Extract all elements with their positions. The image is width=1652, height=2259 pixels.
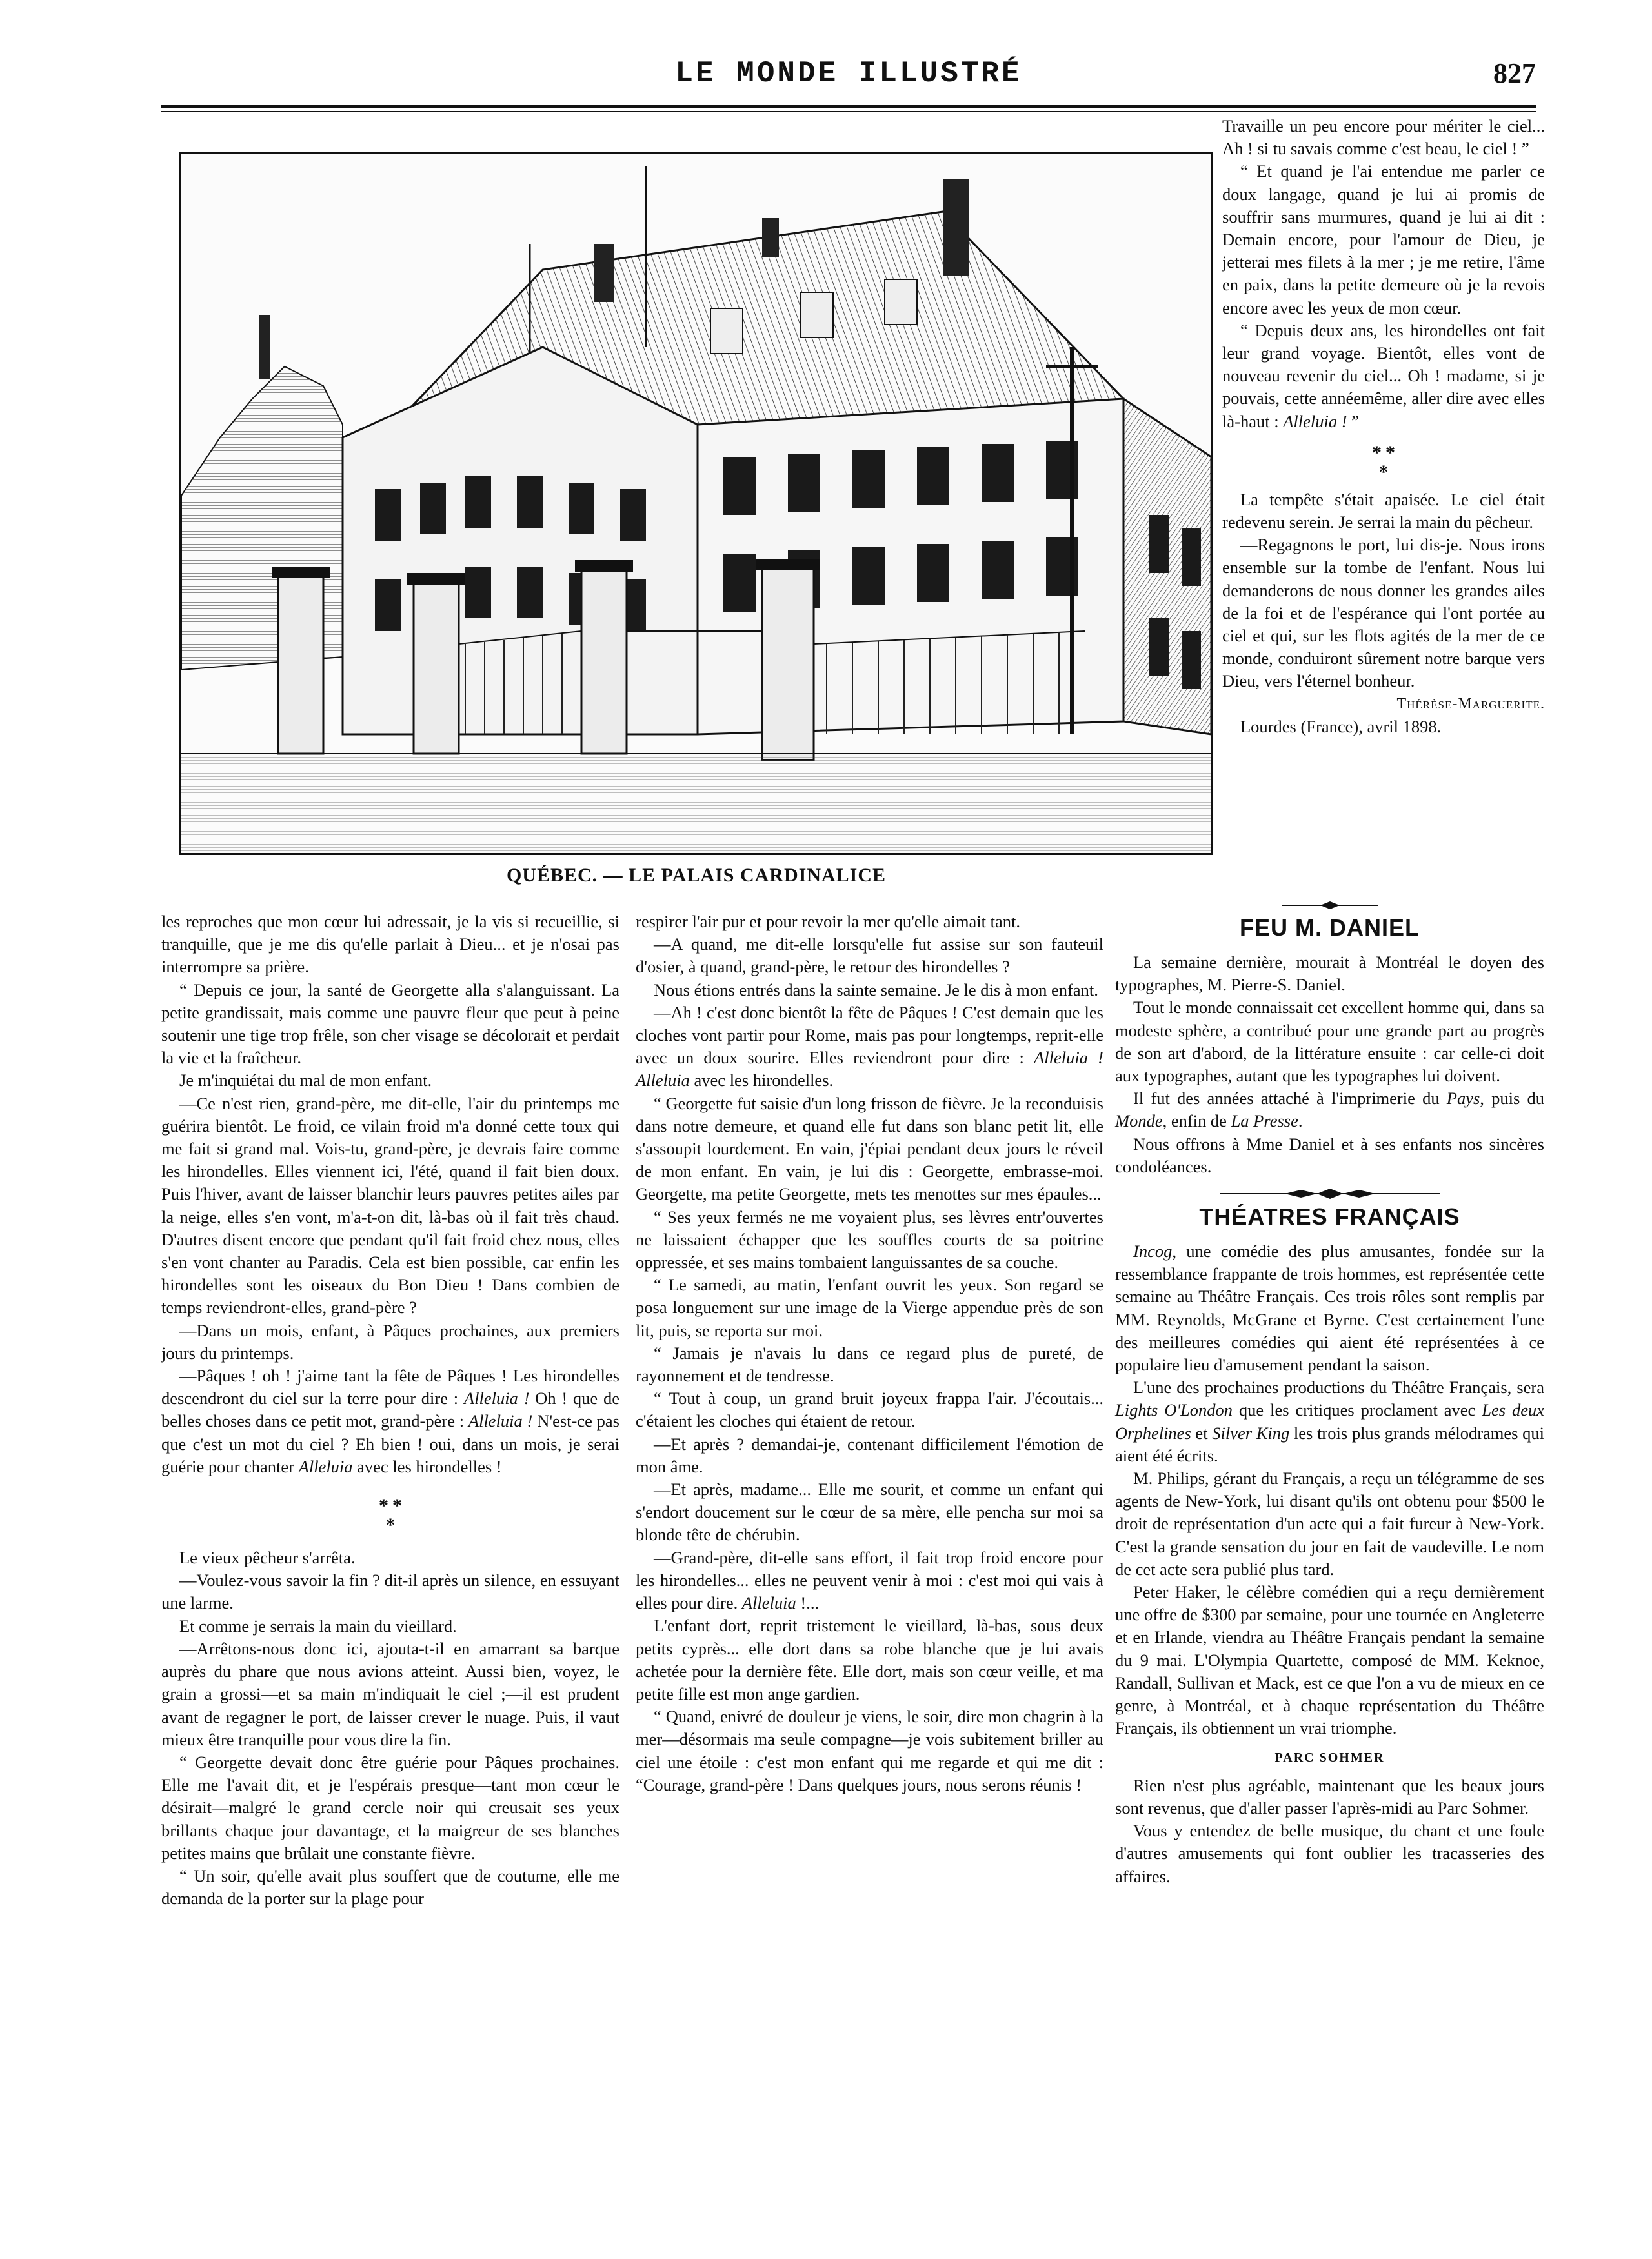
asterism-separator: * * *: [378, 1495, 402, 1536]
text-run: N'est-ce pas que c'est un mot du ciel ? Eh bien ! oui, dans un mois, je serai guérie pour chanter: [161, 1411, 620, 1476]
paragraph: Je m'inquiétai du mal de mon enfant.: [179, 1070, 432, 1090]
paragraph: “ Quand, enivré de douleur je viens, le soir, dire mon chagrin à la mer—désormais ma seule compagne—je vois subitement briller au ciel une étoile : c'est mon enfant qui me regarde et qui me dit : “Courage, grand-père ! Dans quelques jours, nous serons réunis !: [636, 1707, 1103, 1794]
italic-word: Silver King: [1212, 1423, 1290, 1443]
italic-word: Alleluia: [298, 1456, 353, 1476]
paragraph: [1115, 1087, 1544, 1132]
paragraph: Peter Haker, le célèbre comédien qui a reçu dernièrement une offre de $300 par semaine, pour une tournée en Angleterre et en Irlande, viendra au Théâtre Français pendant la semaine du 9 mai. L'Olympia Quartette, composé de MM. Keknoe, Randall, Sullivan et Mack, est ce que l'on a vu de mieux en ce genre, à Montréal, et à chaque représentation du Théâtre Français, ils obtiennent un vrai triomphe.: [1115, 1582, 1544, 1738]
author-signature: Thérèse-Marguerite.: [1396, 695, 1545, 712]
text-run: , puis du: [1480, 1089, 1544, 1109]
text-run: , enfin de: [1162, 1111, 1231, 1131]
ornament-divider-icon: [1282, 901, 1378, 910]
paragraph: “ Jamais je n'avais lu dans ce regard plus de pureté, de rayonnement et de tendresse.: [636, 1343, 1103, 1386]
paragraph: —Et après ? demandai-je, contenant difficilement l'émotion de mon âme.: [636, 1434, 1103, 1476]
paragraph: Tout le monde connaissait cet excellent homme qui, dans sa modeste sphère, a contribué pour une grande part au progrès de son art d'abord, de la littérature ensuite : car celle-ci doit aux typographes, autant que les typographes lui doivent.: [1115, 998, 1544, 1086]
paragraph: —A quand, me dit-elle lorsqu'elle fut assise sur son fauteuil d'osier, à quand, grand-père, le retour des hirondelles ?: [636, 934, 1103, 977]
masthead: [161, 57, 1536, 102]
paragraph: les reproches que mon cœur lui adressait, je la vis si recueillie, si tranquille, que je me dis qu'elle parlait à Dieu... et je n'osai pas interrompre sa prière.: [161, 912, 620, 977]
text-run: “ Depuis deux ans, les hirondelles ont fait leur grand voyage. Bientôt, elles vont de nouveau revenir du ciel... Oh ! madame, si je pouvais, cette annéemême, aller dire avec elles là-haut :: [1222, 320, 1545, 431]
italic-word: Monde: [1115, 1111, 1163, 1131]
text-run: les trois plus grands mélodrames qui aient été écrits.: [1115, 1423, 1545, 1465]
text-run: —Pâques ! oh ! j'aime tant la fête de Pâques ! Les hirondelles descendront du ciel sur la terre pour dire :: [161, 1366, 620, 1409]
dateline: Lourdes (France), avril 1898.: [1240, 716, 1442, 736]
paragraph: “ Et quand je l'ai entendue me parler ce doux langage, quand je lui ai promis de souffrir sans murmures, quand je lui ai dit : Demain encore, pour l'amour de Dieu, je jetterai mes filets à la mer ; je me retire, l'âme en paix, dans la petite demeure où je la revois encore avec les yeux de mon cœur.: [1222, 161, 1545, 317]
paragraph: —Arrêtons-nous donc ici, ajouta-t-il en amarrant sa barque auprès du phare que nous avions atteint. Aussi bien, voyez, le grain a grossi—et sa main m'indiquait le ciel ;—il est prudent avant de regagner le port, de laisser crever le nuage. Puis, il vaut mieux être tranquille pour vous dire la fin.: [161, 1638, 620, 1749]
text-run: ”: [1347, 411, 1359, 431]
italic-word: Alleluia !: [463, 1389, 530, 1409]
column-right: [1115, 901, 1544, 1888]
paragraph: La tempête s'était apaisée. Le ciel était redevenu serein. Je serrai la main du pêcheur.: [1222, 489, 1545, 532]
engraving-illustration: [179, 152, 1213, 855]
text-run: avec les hirondelles.: [689, 1070, 834, 1090]
paragraph: [636, 1547, 1103, 1615]
asterism-separator: * * *: [1371, 441, 1395, 483]
paragraph: Rien n'est plus agréable, maintenant que les beaux jours sont revenus, que d'aller passer l'après-midi au Parc Sohmer.: [1115, 1775, 1544, 1818]
paragraph: —Et après, madame... Elle me sourit, et comme un enfant qui s'endort doucement sur le cœur de sa mère, elle pencha sur moi sa blonde tête de chérubin.: [636, 1480, 1103, 1545]
paragraph: L'enfant dort, reprit tristement le vieillard, là-bas, sous deux petits cyprès... elle dort dans sa robe blanche que je lui avais achetée pour la dernière fête. Elle dort, mais son cœur veille, et ma petite fille est mon ange gardien.: [636, 1616, 1103, 1703]
paragraph: “ Tout à coup, un grand bruit joyeux frappa l'air. J'écoutais... c'étaient les cloches qui étaient de retour.: [636, 1389, 1103, 1431]
paragraph: La semaine dernière, mourait à Montréal le doyen des typographes, M. Pierre-S. Daniel.: [1115, 952, 1544, 995]
paragraph: Et comme je serrais la main du vieillard.: [179, 1616, 457, 1636]
paragraph: —Voulez-vous savoir la fin ? dit-il après un silence, en essuyant une larme.: [161, 1571, 620, 1613]
section-title-daniel: FEU M. DANIEL: [1240, 914, 1420, 941]
paragraph: “ Georgette fut saisie d'un long frisson de fièvre. Je la reconduisis dans notre demeure, et quand elle fut dans son blanc petit lit, elle s'assoupit lourdement. En vain, j'épiai pendant deux jours le réveil de mon enfant. En vain, je lui dis : Georgette, embrasse-moi. Georgette, ma petite Georgette, mets tes menottes sur mes épaules...: [636, 1093, 1103, 1204]
text-run: Oh ! que de belles choses dans ce petit mot, grand-père :: [161, 1389, 620, 1431]
paragraph: “ Depuis ce jour, la santé de Georgette alla s'alanguissant. La petite grandissait, mais comme une pauvre fleur que peut à peine soutenir une tige trop frêle, son cher visage se décolorait et perdait la vie et la fraîcheur.: [161, 979, 620, 1068]
text-run: avec les hirondelles !: [352, 1456, 502, 1476]
column-middle: [636, 910, 1103, 1796]
italic-word: Lights O'London: [1115, 1400, 1233, 1420]
page-number: 827: [1493, 57, 1536, 89]
paragraph: respirer l'air pur et pour revoir la mer qu'elle aimait tant.: [636, 912, 1020, 931]
text-run: Il fut des années attaché à l'imprimerie du: [1133, 1089, 1447, 1109]
italic-word: Alleluia: [741, 1593, 796, 1613]
text-run: que les critiques proclament avec: [1233, 1400, 1482, 1420]
newspaper-title: LE MONDE ILLUSTRÉ: [675, 57, 1022, 90]
paragraph: [161, 1365, 620, 1478]
text-run: !...: [796, 1593, 820, 1613]
paragraph: [1222, 319, 1545, 433]
italic-word: Incog: [1133, 1241, 1173, 1261]
text-run: —Grand-père, dit-elle sans effort, il fait trop froid encore pour les hirondelles... elles ne peuvent venir à moi : c'est moi qui vais à elles pour dire.: [636, 1547, 1103, 1613]
text-run: L'une des prochaines productions du Théâtre Français, sera: [1133, 1378, 1544, 1398]
text-run: , une comédie des plus amusantes, fondée sur la ressemblance frappante de trois hommes, est représentée cette semaine au Théâtre Français. Ces trois rôles sont remplis par MM. Reynolds, McGrane et Byrne. C'est certainement l'une des meilleures comédies qui aient été représentées à ce populaire lieu d'amusement pendant la saison.: [1115, 1241, 1544, 1375]
italic-word: Pays: [1446, 1089, 1480, 1109]
italic-word: Alleluia !: [468, 1411, 533, 1431]
palace-engraving-drawing: [181, 154, 1211, 853]
section-title-theatres: THÉATRES FRANÇAIS: [1199, 1203, 1460, 1230]
paragraph: —Regagnons le port, lui dis-je. Nous irons ensemble sur la tombe de l'enfant. Nous lui demanderons de nous donner les grandes ailes de la foi et de l'espérance qui l'ont portée au ciel et qui, sur les flots agités de la mer de ce monde, conduiront sûrement notre barque vers Dieu, vers l'éternel bonheur.: [1222, 535, 1545, 691]
paragraph: Vous y entendez de belle musique, du chant et une foule d'autres amusements qui font oublier les tracasseries des affaires.: [1115, 1821, 1544, 1886]
paragraph: [1115, 1376, 1544, 1467]
paragraph: Travaille un peu encore pour mériter le ciel... Ah ! si tu savais comme c'est beau, le ciel ! ”: [1222, 116, 1545, 159]
masthead-rule-thick: [161, 105, 1536, 108]
text-run: .: [1298, 1111, 1303, 1131]
paragraph: [636, 1001, 1103, 1092]
illustration-caption: QUÉBEC. — LE PALAIS CARDINALICE: [506, 865, 887, 886]
text-run: et: [1191, 1423, 1213, 1443]
italic-word: Alleluia ! Alleluia: [636, 1048, 1103, 1090]
text-run: —Ah ! c'est donc bientôt la fête de Pâques ! C'est demain que les cloches vont partir pour Rome, mais pas pour longtemps, reprit-elle avec un doux sourire. Elles reviendront pour dire :: [636, 1002, 1103, 1068]
italic-word: Alleluia !: [1283, 411, 1347, 431]
paragraph: —Dans un mois, enfant, à Pâques prochaines, aux premiers jours du printemps.: [161, 1320, 620, 1363]
paragraph: “ Georgette devait donc être guérie pour Pâques prochaines. Elle me l'avait dit, et je l'espérais presque—tant mon cœur le désirait—malgré le grand cercle noir qui creusait ses yeux brillants chaque jour davantage, et la maigreur de ses blanches petites mains que brûlait une constante fièvre.: [161, 1752, 620, 1863]
paragraph: Nous offrons à Mme Daniel et à ses enfants nos sincères condoléances.: [1115, 1134, 1544, 1176]
paragraph: M. Philips, gérant du Français, a reçu un télégramme de ses agents de New-York, lui disant qu'ils ont obtenu pour $500 le droit de représentation d'un acte qui a fait fureur à New-York. C'est la grande sensation du jour en fait de vaudeville. Le nom de cet acte sera publié plus tard.: [1115, 1469, 1544, 1579]
paragraph: Le vieux pêcheur s'arrêta.: [179, 1548, 356, 1568]
paragraph: “ Ses yeux fermés ne me voyaient plus, ses lèvres entr'ouvertes ne laissaient échapper que les souffles courts de sa poitrine oppressée, et ses mains tombaient languissantes de sa couche.: [636, 1207, 1103, 1272]
paragraph: [1115, 1240, 1544, 1376]
paragraph: “ Le samedi, au matin, l'enfant ouvrit les yeux. Son regard se posa longuement sur une image de la Vierge appendue près de son lit, puis, se reporta sur moi.: [636, 1275, 1103, 1340]
italic-word: Les deux Orphelines: [1115, 1400, 1544, 1443]
column-right-top: [1222, 115, 1545, 738]
paragraph: —Ce n'est rien, grand-père, me dit-elle, l'air du printemps me guérira bientôt. Le froid, ce vilain froid m'a donné cette toux qui me fait si grand mal. Vois-tu, grand-père, je devrais faire comme les hirondelles. Elles viennent ici, l'été, quand il fait bien doux. Puis l'hiver, avant de laisser blanchir leurs pauvres petites ailes par la neige, elles s'en vont, m'a-t-on dit, là-bas où il fait très chaud. D'autres disent encore que pendant qu'il fait froid chez nous, elles s'en vont chanter au Paradis. Cela est bien possible, car enfin les hirondelles sont les oiseaux du Bon Dieu ! Dans combien de temps reviendront-elles, grand-père ?: [161, 1093, 620, 1318]
masthead-rule-thin: [161, 111, 1536, 112]
paragraph: “ Un soir, qu'elle avait plus souffert que de coutume, elle me demanda de la porter sur la plage pour: [161, 1865, 620, 1909]
paragraph: Nous étions entrés dans la sainte semaine. Je le dis à mon enfant.: [654, 979, 1098, 999]
ornament-divider-icon: [1220, 1189, 1440, 1199]
italic-word: La Presse: [1231, 1111, 1298, 1131]
subsection-title-parc: PARC SOHMER: [1274, 1750, 1385, 1765]
column-left: [161, 910, 620, 1910]
